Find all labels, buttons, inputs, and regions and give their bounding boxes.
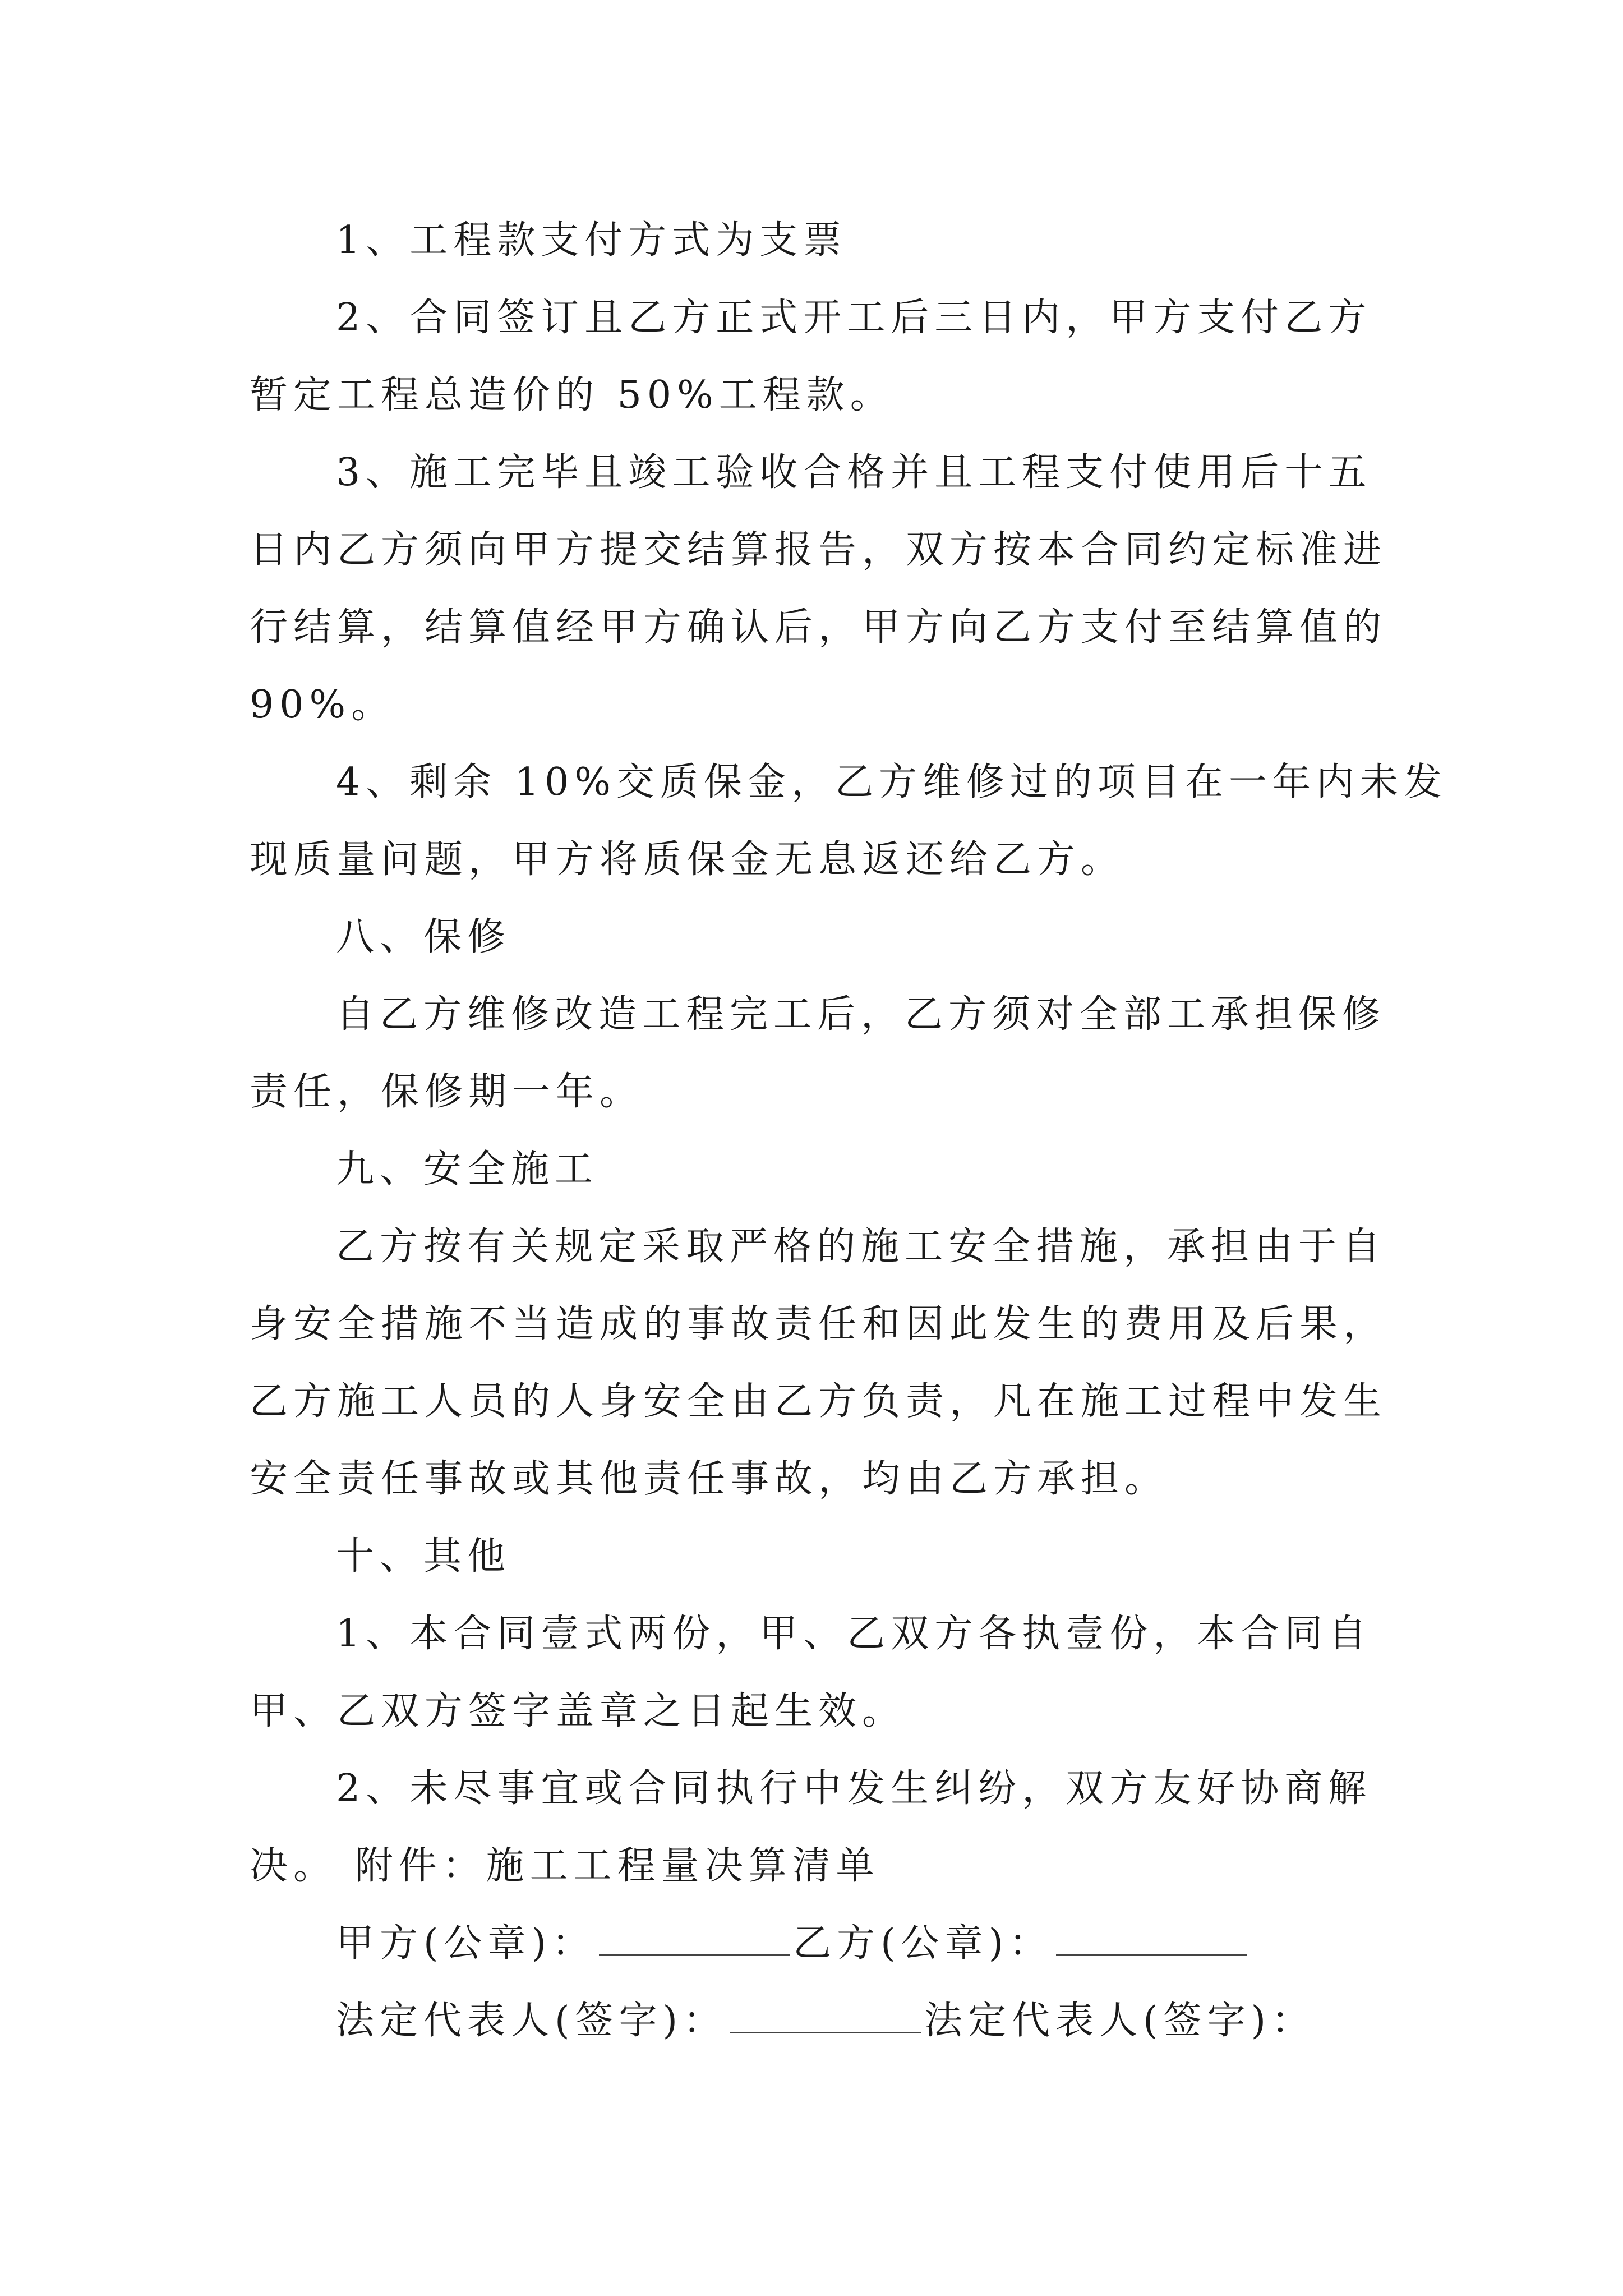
paragraph-warranty (250, 976, 1388, 1131)
text-line: 2、未尽事宜或合同执行中发生纠纷，双方友好协商解 (336, 1766, 1372, 1811)
text-line: 身安全措施不当造成的事故责任和因此发生的费用及后果， (250, 1302, 1387, 1346)
legal-rep-signature-row (250, 1982, 1388, 2060)
text-line: 决。 附件：施工工程量决算清单 (250, 1844, 880, 1888)
text-line: 安全责任事故或其他责任事故，均由乙方承担。 (250, 1457, 1169, 1501)
text-line: 3、施工完毕且竣工验收合格并且工程支付使用后十五 (336, 450, 1372, 495)
text-line: 自乙方维修改造工程完工后，乙方须对全部工承担保修 (336, 992, 1386, 1037)
section-heading-safety (250, 1131, 1388, 1208)
document-page (250, 202, 1448, 2060)
seal-signature-row (250, 1905, 1388, 1982)
text-line: 2、合同签订且乙方正式开工后三日内，甲方支付乙方 (336, 296, 1372, 340)
text-line: 1、本合同壹式两份，甲、乙双方各执壹份，本合同自 (336, 1612, 1372, 1656)
party-a-seal-label: 甲方(公章)： (336, 1921, 596, 1966)
paragraph-initial-payment (250, 279, 1388, 434)
paragraph-settlement (250, 434, 1388, 744)
paragraph-copies (250, 1595, 1388, 1750)
party-b-legal-rep-label: 法定代表人(签字)： (924, 1999, 1316, 2043)
paragraph-payment-method (250, 202, 1388, 279)
paragraph-safety (250, 1208, 1388, 1518)
text-line: 90%。 (250, 683, 395, 727)
paragraph-disputes (250, 1750, 1388, 1905)
text-line: 乙方施工人员的人身安全由乙方负责，凡在施工过程中发生 (250, 1379, 1387, 1424)
section-heading: 八、保修 (336, 915, 511, 959)
text-line: 暂定工程总造价的 50%工程款。 (250, 373, 894, 417)
text-line: 4、剩余 10%交质保金，乙方维修过的项目在一年内未发 (336, 760, 1448, 804)
section-heading: 九、安全施工 (336, 1147, 599, 1191)
text-line: 责任，保修期一年。 (250, 1070, 644, 1114)
text-line: 甲、乙双方签字盖章之日起生效。 (250, 1689, 906, 1733)
text-line: 乙方按有关规定采取严格的施工安全措施，承担由于自 (336, 1225, 1386, 1269)
party-a-seal-blank[interactable] (599, 1922, 790, 1956)
party-b-seal-blank[interactable] (1056, 1922, 1247, 1956)
party-a-legal-rep-label: 法定代表人(签字)： (336, 1999, 727, 2043)
party-b-seal-label: 乙方(公章)： (793, 1921, 1053, 1966)
section-heading: 十、其他 (336, 1534, 511, 1579)
paragraph-retention (250, 744, 1448, 899)
text-line: 1、工程款支付方式为支票 (336, 218, 847, 263)
text-line: 现质量问题，甲方将质保金无息返还给乙方。 (250, 838, 1125, 882)
section-heading-other (250, 1518, 1388, 1595)
text-line: 行结算，结算值经甲方确认后，甲方向乙方支付至结算值的 (250, 605, 1387, 650)
party-a-legal-rep-blank[interactable] (730, 1999, 921, 2033)
text-line: 日内乙方须向甲方提交结算报告，双方按本合同约定标准进 (250, 528, 1387, 572)
section-heading-warranty (250, 899, 1388, 976)
